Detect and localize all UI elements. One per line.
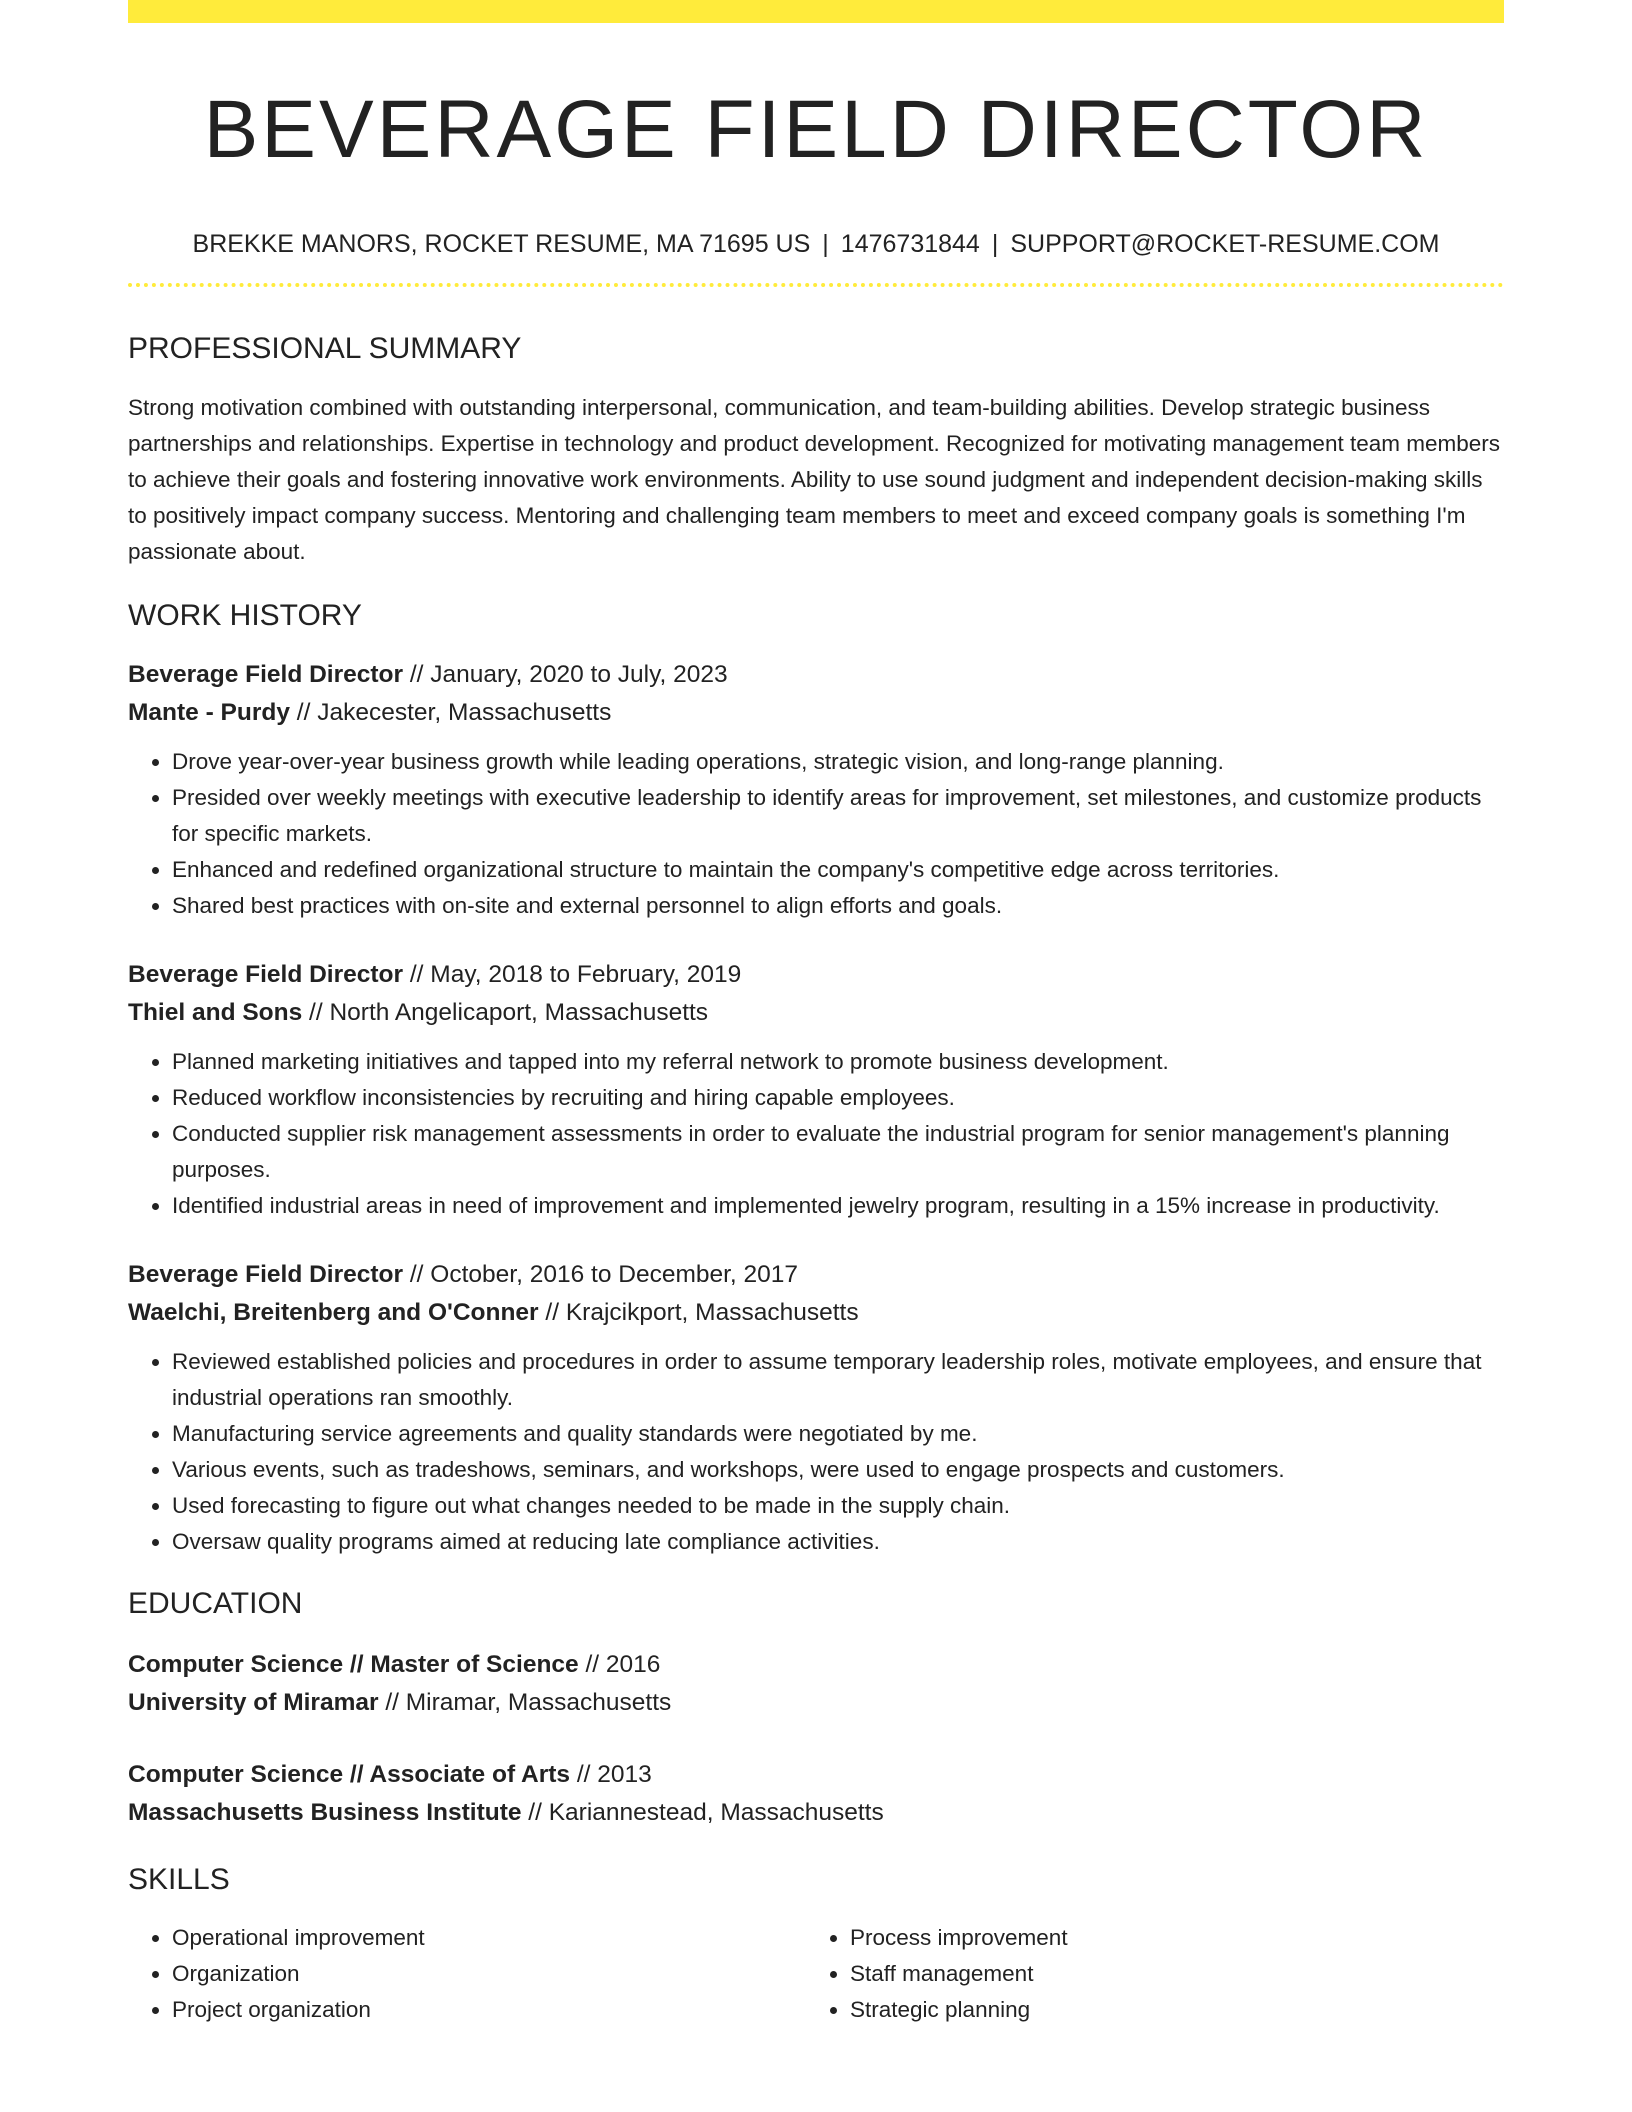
contact-address: BREKKE MANORS, ROCKET RESUME, MA 71695 US	[192, 230, 811, 258]
contact-separator: |	[991, 230, 999, 258]
skill-item: • Organization	[172, 1956, 806, 1992]
education-entry	[128, 1756, 1504, 1832]
job-title: Beverage Field Director	[128, 661, 404, 688]
education-school-line	[128, 1684, 1504, 1722]
job-entry	[128, 1256, 1504, 1560]
education-degree: Computer Science // Master of Science	[128, 1651, 579, 1678]
job-dates: // May, 2018 to February, 2019	[403, 961, 742, 988]
job-bullet: • Various events, such as tradeshows, seminars, and workshops, were used to engage prospects and customers.	[172, 1452, 1504, 1488]
job-bullet: • Presided over weekly meetings with executive leadership to identify areas for improvement, set milestones, and customize products for specific markets.	[172, 780, 1504, 852]
job-bullets	[128, 1344, 1504, 1560]
skill-item: • Strategic planning	[850, 1992, 1484, 2028]
job-company: Mante - Purdy	[128, 699, 290, 726]
job-bullet: • Used forecasting to figure out what changes needed to be made in the supply chain.	[172, 1488, 1504, 1524]
education-school: University of Miramar	[128, 1689, 379, 1716]
job-entry	[128, 656, 1504, 924]
job-bullet: • Conducted supplier risk management assessments in order to evaluate the industrial program for senior management's planning purposes.	[172, 1116, 1504, 1188]
job-title: Beverage Field Director	[128, 961, 404, 988]
education-location: // Miramar, Massachusetts	[378, 1689, 672, 1716]
job-company: Waelchi, Breitenberg and O'Conner	[128, 1299, 539, 1326]
job-location: // Krajcikport, Massachusetts	[538, 1299, 859, 1326]
job-bullet: • Reviewed established policies and procedures in order to assume temporary leadership roles, motivate employees, and ensure that industrial operations ran smoothly.	[172, 1344, 1504, 1416]
header-divider	[128, 283, 1504, 287]
education-year: // 2016	[578, 1651, 661, 1678]
job-title-line	[128, 956, 1504, 994]
contact-line	[128, 227, 1504, 261]
summary-heading: PROFESSIONAL SUMMARY	[128, 332, 522, 365]
job-title-line	[128, 1256, 1504, 1294]
education-location: // Kariannestead, Massachusetts	[521, 1799, 884, 1826]
job-company-line	[128, 1294, 1504, 1332]
work-history-heading: WORK HISTORY	[128, 599, 362, 632]
skill-item: • Process improvement	[850, 1920, 1484, 1956]
education-degree: Computer Science // Associate of Arts	[128, 1761, 571, 1788]
job-entry	[128, 956, 1504, 1224]
resume-title: BEVERAGE FIELD DIRECTOR	[203, 84, 1429, 175]
skills-heading: SKILLS	[128, 1863, 230, 1896]
job-bullet: • Reduced workflow inconsistencies by recruiting and hiring capable employees.	[172, 1080, 1504, 1116]
skill-item: • Project organization	[172, 1992, 806, 2028]
job-location: // Jakecester, Massachusetts	[290, 699, 612, 726]
education-school: Massachusetts Business Institute	[128, 1799, 522, 1826]
job-bullet: • Shared best practices with on-site and external personnel to align efforts and goals.	[172, 888, 1504, 924]
contact-separator: |	[822, 230, 829, 258]
education-year: // 2013	[570, 1761, 652, 1788]
skills-column-left	[128, 1920, 806, 2028]
job-bullet: • Drove year-over-year business growth while leading operations, strategic vision, and long-range planning.	[172, 744, 1504, 780]
summary-text: Strong motivation combined with outstanding interpersonal, communication, and team-building abilities. Develop strategic business partnerships and relationships. Expertise in technology and product development. Recognized for motivating management team members to achieve their goals and fostering innovative work environments. Ability to use sound judgment and independent decision-making skills to positively impact company success. Mentoring and challenging team members to meet and exceed company goals is something I'm passionate about.	[128, 395, 1501, 564]
job-bullet: • Identified industrial areas in need of improvement and implemented jewelry program, resulting in a 15% increase in productivity.	[172, 1188, 1504, 1224]
job-bullets	[128, 744, 1504, 924]
skill-item: • Operational improvement	[172, 1920, 806, 1956]
skills-list	[128, 1920, 1504, 2028]
education-degree-line	[128, 1756, 1504, 1794]
job-bullet: • Oversaw quality programs aimed at reducing late compliance activities.	[172, 1524, 1504, 1560]
education-entry	[128, 1646, 1504, 1722]
job-company-line	[128, 994, 1504, 1032]
job-bullets	[128, 1044, 1504, 1224]
job-title-line	[128, 656, 1504, 694]
job-bullet: • Planned marketing initiatives and tapped into my referral network to promote business development.	[172, 1044, 1504, 1080]
skills-column-right	[806, 1920, 1484, 2028]
skill-item: • Staff management	[850, 1956, 1484, 1992]
job-location: // North Angelicaport, Massachusetts	[302, 999, 709, 1026]
contact-phone: 1476731844	[840, 230, 980, 258]
education-school-line	[128, 1794, 1504, 1832]
job-company: Thiel and Sons	[128, 999, 303, 1026]
education-heading: EDUCATION	[128, 1587, 303, 1620]
job-bullet: • Manufacturing service agreements and quality standards were negotiated by me.	[172, 1416, 1504, 1452]
education-degree-line	[128, 1646, 1504, 1684]
job-bullet: • Enhanced and redefined organizational structure to maintain the company's competitive edge across territories.	[172, 852, 1504, 888]
job-title: Beverage Field Director	[128, 1261, 404, 1288]
resume-content	[128, 0, 1504, 2028]
job-dates: // January, 2020 to July, 2023	[403, 661, 728, 688]
job-company-line	[128, 694, 1504, 732]
job-dates: // October, 2016 to December, 2017	[403, 1261, 799, 1288]
contact-email: SUPPORT@ROCKET-RESUME.COM	[1010, 230, 1440, 258]
